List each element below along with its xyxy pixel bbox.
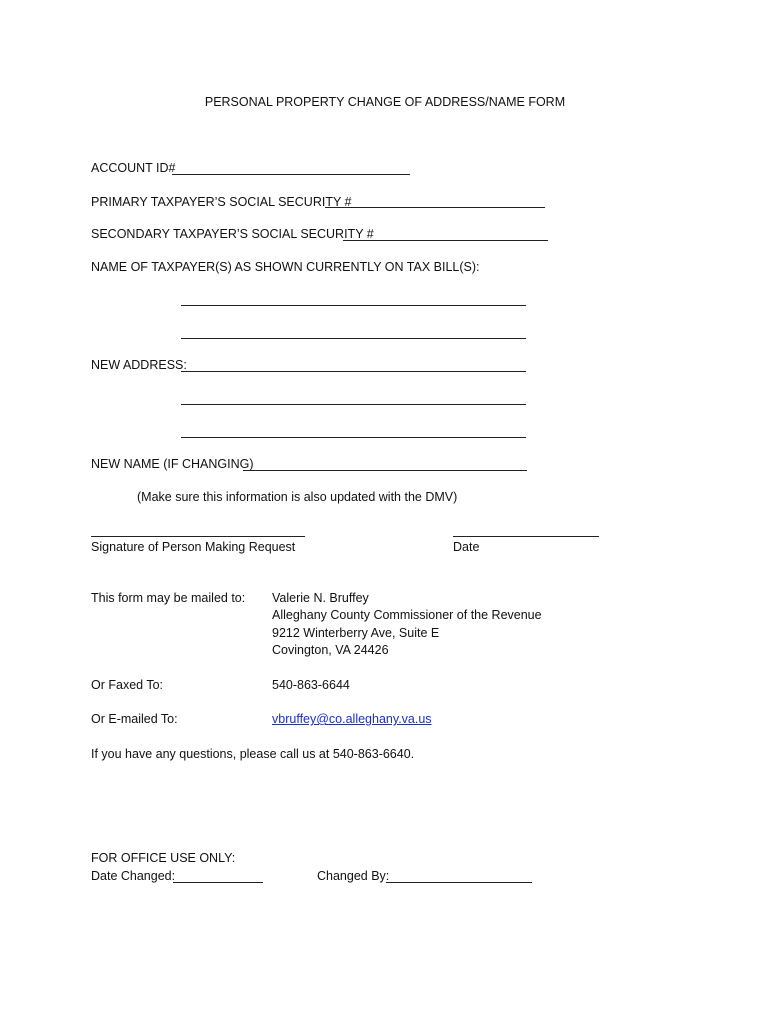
account-id-label: ACCOUNT ID# [91,161,176,175]
taxpayer-names-label: NAME OF TAXPAYER(S) AS SHOWN CURRENTLY ON TAX BILL(S): [91,260,480,274]
primary-ssn-label: PRIMARY TAXPAYER’S SOCIAL SECURITY # [91,195,352,209]
contact-city: Covington, VA 24426 [272,643,389,657]
new-address-line-2[interactable] [181,404,526,405]
questions-note: If you have any questions, please call us at 540-863-6640. [91,747,415,761]
new-name-label: NEW NAME (IF CHANGING) [91,457,254,471]
date-changed-label: Date Changed: [91,869,176,883]
mail-label: This form may be mailed to: [91,591,246,605]
new-address-line-3[interactable] [181,437,526,438]
contact-office: Alleghany County Commissioner of the Revenue [272,608,542,622]
secondary-ssn-field[interactable] [343,240,548,241]
contact-street: 9212 Winterberry Ave, Suite E [272,626,440,640]
changed-by-field[interactable] [386,882,532,883]
form-title: PERSONAL PROPERTY CHANGE OF ADDRESS/NAME FORM [204,95,566,109]
new-address-line-1[interactable] [181,371,526,372]
new-address-label: NEW ADDRESS: [91,358,187,372]
new-name-field[interactable] [243,470,527,471]
signature-label: Signature of Person Making Request [91,540,296,554]
secondary-ssn-label: SECONDARY TAXPAYER’S SOCIAL SECURITY # [91,227,374,241]
fax-number: 540-863-6644 [272,678,350,692]
email-label: Or E-mailed To: [91,712,178,726]
taxpayer-name-line-1[interactable] [181,305,526,306]
date-field[interactable] [453,536,599,537]
signature-field[interactable] [91,536,305,537]
office-use-heading: FOR OFFICE USE ONLY: [91,851,236,865]
fax-label: Or Faxed To: [91,678,164,692]
primary-ssn-field[interactable] [325,207,545,208]
dmv-note: (Make sure this information is also updated with the DMV) [137,490,458,504]
changed-by-label: Changed By: [317,869,390,883]
contact-name: Valerie N. Bruffey [272,591,369,605]
account-id-field[interactable] [172,174,410,175]
date-changed-field[interactable] [173,882,263,883]
email-link[interactable]: vbruffey@co.alleghany.va.us [272,712,432,726]
date-label: Date [453,540,480,554]
taxpayer-name-line-2[interactable] [181,338,526,339]
